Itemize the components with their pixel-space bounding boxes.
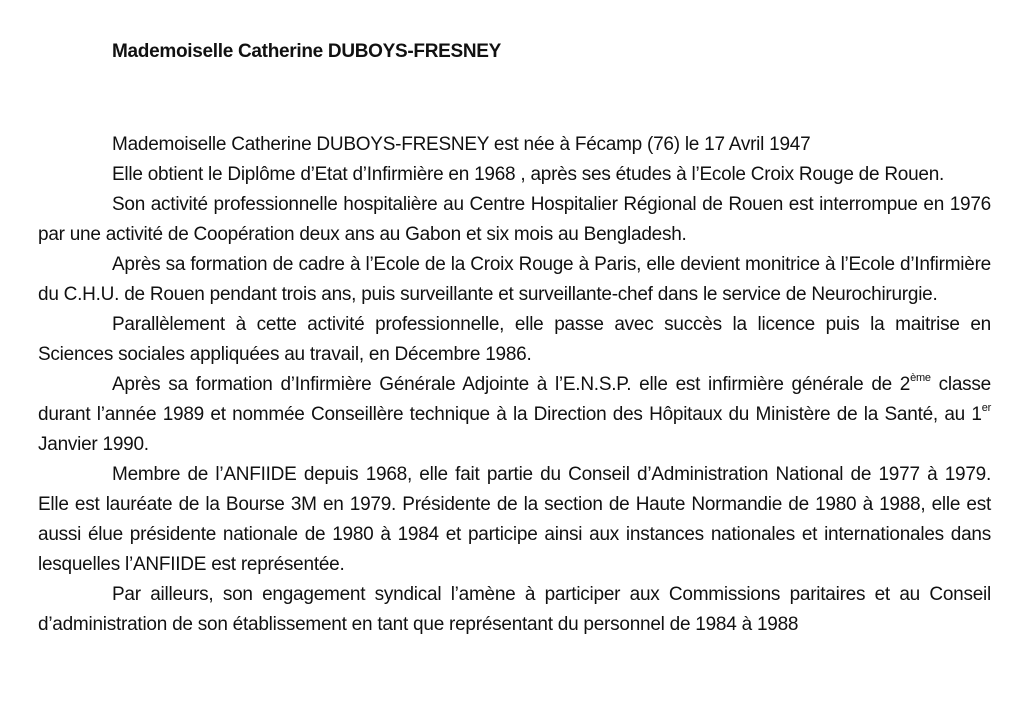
document-body: [38, 130, 991, 640]
paragraph-general-nurse: [38, 370, 991, 460]
paragraph-studies: Parallèlement à cette activité professionnelle, elle passe avec succès la licence puis la maitrise en Sciences sociales appliquées au travail, en Décembre 1986.: [38, 314, 991, 365]
paragraph-hospital-activity: Son activité professionnelle hospitalière au Centre Hospitalier Régional de Rouen est interrompue en 1976 par une activité de Coopération deux ans au Gabon et six mois au Bengladesh.: [38, 194, 991, 245]
paragraph-birth: Mademoiselle Catherine DUBOYS-FRESNEY est née à Fécamp (76) le 17 Avril 1947: [112, 134, 811, 155]
superscript-er: er: [981, 401, 991, 414]
document-title: Mademoiselle Catherine DUBOYS-FRESNEY: [112, 41, 502, 62]
paragraph-union: Par ailleurs, son engagement syndical l’amène à participer aux Commissions paritaires et au Conseil d’administration de son établissement en tant que représentant du personnel de 1984 à 1988: [38, 584, 991, 635]
paragraph-general-nurse-text-2: classe durant l’année 1989 et nommée Conseillère technique à la Direction des Hôpitaux du Ministère de la Santé, au 1: [38, 374, 991, 425]
paragraph-diploma: Elle obtient le Diplôme d’Etat d’Infirmière en 1968 , après ses études à l’Ecole Croix Rouge de Rouen.: [112, 164, 945, 185]
paragraph-general-nurse-text-1: Après sa formation d’Infirmière Générale Adjointe à l’E.N.S.P. elle est infirmière générale de 2: [112, 374, 911, 395]
paragraph-anfiide: Membre de l’ANFIIDE depuis 1968, elle fait partie du Conseil d’Administration National de 1977 à 1979. Elle est lauréate de la Bourse 3M en 1979. Présidente de la section de Haute Normandie de 1980 à 1988, elle est aussi élue présidente nationale de 1980 à 1984 et participe ainsi aux instances nationales et internationales dans lesquelles l’ANFIIDE est représentée.: [38, 464, 991, 575]
superscript-eme: ème: [910, 371, 931, 384]
paragraph-general-nurse-text-3: Janvier 1990.: [38, 434, 149, 455]
paragraph-cadre-training: Après sa formation de cadre à l’Ecole de la Croix Rouge à Paris, elle devient monitrice à l’Ecole d’Infirmière du C.H.U. de Rouen pendant trois ans, puis surveillante et surveillante-chef dans le service de Neurochirurgie.: [38, 254, 991, 305]
